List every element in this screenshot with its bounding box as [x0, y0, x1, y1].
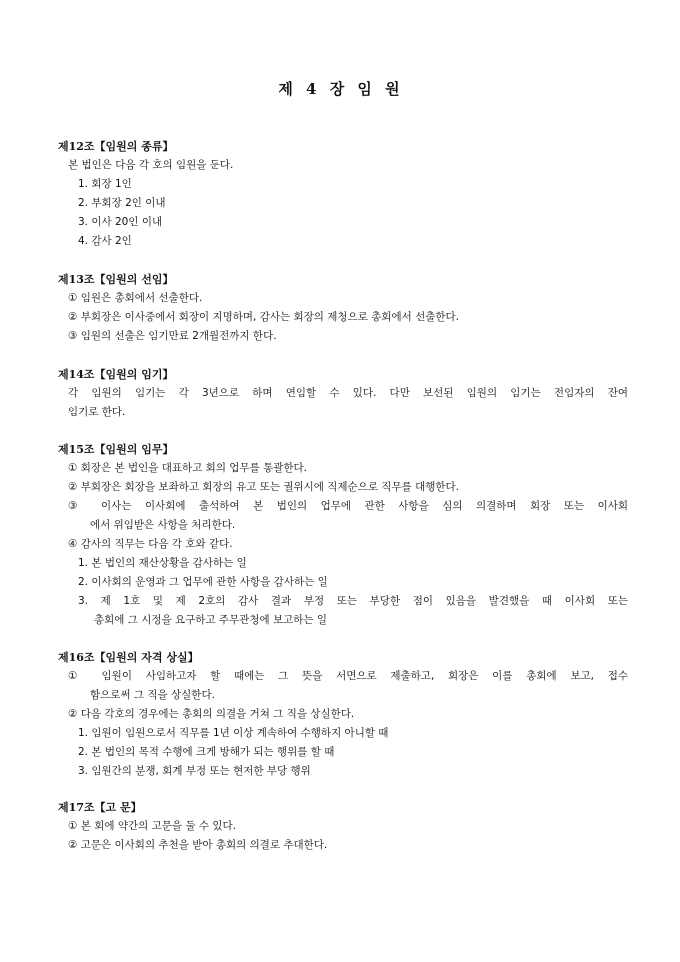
clause: ① 임원은 총회에서 선출한다.	[68, 292, 203, 304]
list-item-continuation: 총회에 그 시정을 요구하고 주무관청에 보고하는 일	[94, 614, 328, 626]
clause: ② 다음 각호의 경우에는 총회의 의결을 거쳐 그 직을 상실한다.	[68, 708, 355, 720]
article-12	[58, 137, 628, 251]
article-text: 본 법인은 다음 각 호의 임원을 둔다.	[68, 159, 234, 171]
article-title: 제16조【임원의 자격 상실】	[58, 651, 199, 664]
list-item: 1. 임원이 임원으로서 직무를 1년 이상 계속하여 수행하지 아니할 때	[78, 727, 389, 739]
article-title: 제17조【고 문】	[58, 801, 142, 814]
article-16	[58, 648, 628, 781]
clause: ② 고문은 이사회의 추천을 받아 총회의 의결로 추대한다.	[68, 839, 328, 851]
chapter-title: 제 4 장 임 원	[278, 80, 402, 98]
article-17	[58, 798, 628, 855]
list-item: 2. 본 법인의 목적 수행에 크게 방해가 되는 행위를 할 때	[78, 746, 335, 758]
article-title: 제12조【임원의 종류】	[58, 140, 174, 153]
article-text: 각 임원의 임기는 각 3년으로 하며 연임할 수 있다. 다만 보선된 임원의 임기는 전임자의 잔여	[68, 387, 628, 399]
list-item: 1. 본 법인의 재산상황을 감사하는 일	[78, 557, 247, 569]
list-item: 3. 제 1호 및 제 2호의 감사 결과 부정 또는 부당한 점이 있음을 발견했을 때 이사회 또는	[78, 595, 628, 607]
list-item: 4. 감사 2인	[78, 235, 132, 247]
article-title: 제13조【임원의 선임】	[58, 273, 174, 286]
article-title: 제15조【임원의 임무】	[58, 443, 174, 456]
clause: ④ 감사의 직무는 다음 각 호와 같다.	[68, 538, 233, 550]
article-text: 임기로 한다.	[68, 406, 126, 418]
list-item: 3. 이사 20인 이내	[78, 216, 163, 228]
clause: ① 임원이 사임하고자 할 때에는 그 뜻을 서면으로 제출하고, 회장은 이를 총회에 보고, 접수	[68, 670, 628, 682]
clause: ① 회장은 본 법인을 대표하고 회의 업무를 통괄한다.	[68, 462, 307, 474]
clause-continuation: 함으로써 그 직을 상실한다.	[90, 689, 215, 701]
clause: ② 부회장은 회장을 보좌하고 회장의 유고 또는 궐위시에 직제순으로 직무를 대행한다.	[68, 481, 459, 493]
clause: ③ 임원의 선출은 임기만료 2개월전까지 한다.	[68, 330, 277, 342]
article-13	[58, 270, 628, 346]
article-14	[58, 365, 628, 422]
article-15	[58, 440, 628, 630]
list-item: 2. 부회장 2인 이내	[78, 197, 166, 209]
list-item: 3. 임원간의 분쟁, 회계 부정 또는 현저한 부당 행위	[78, 765, 311, 777]
clause: ③ 이사는 이사회에 출석하여 본 법인의 업무에 관한 사항을 심의 의결하며 회장 또는 이사회	[68, 500, 628, 512]
clause-continuation: 에서 위임받은 사항을 처리한다.	[90, 519, 236, 531]
list-item: 2. 이사회의 운영과 그 업무에 관한 사항을 감사하는 일	[78, 576, 328, 588]
list-item: 1. 회장 1인	[78, 178, 132, 190]
clause: ② 부회장은 이사중에서 회장이 지명하며, 감사는 회장의 제청으로 총회에서 선출한다.	[68, 311, 459, 323]
article-title: 제14조【임원의 임기】	[58, 368, 174, 381]
clause: ① 본 회에 약간의 고문을 둘 수 있다.	[68, 820, 236, 832]
